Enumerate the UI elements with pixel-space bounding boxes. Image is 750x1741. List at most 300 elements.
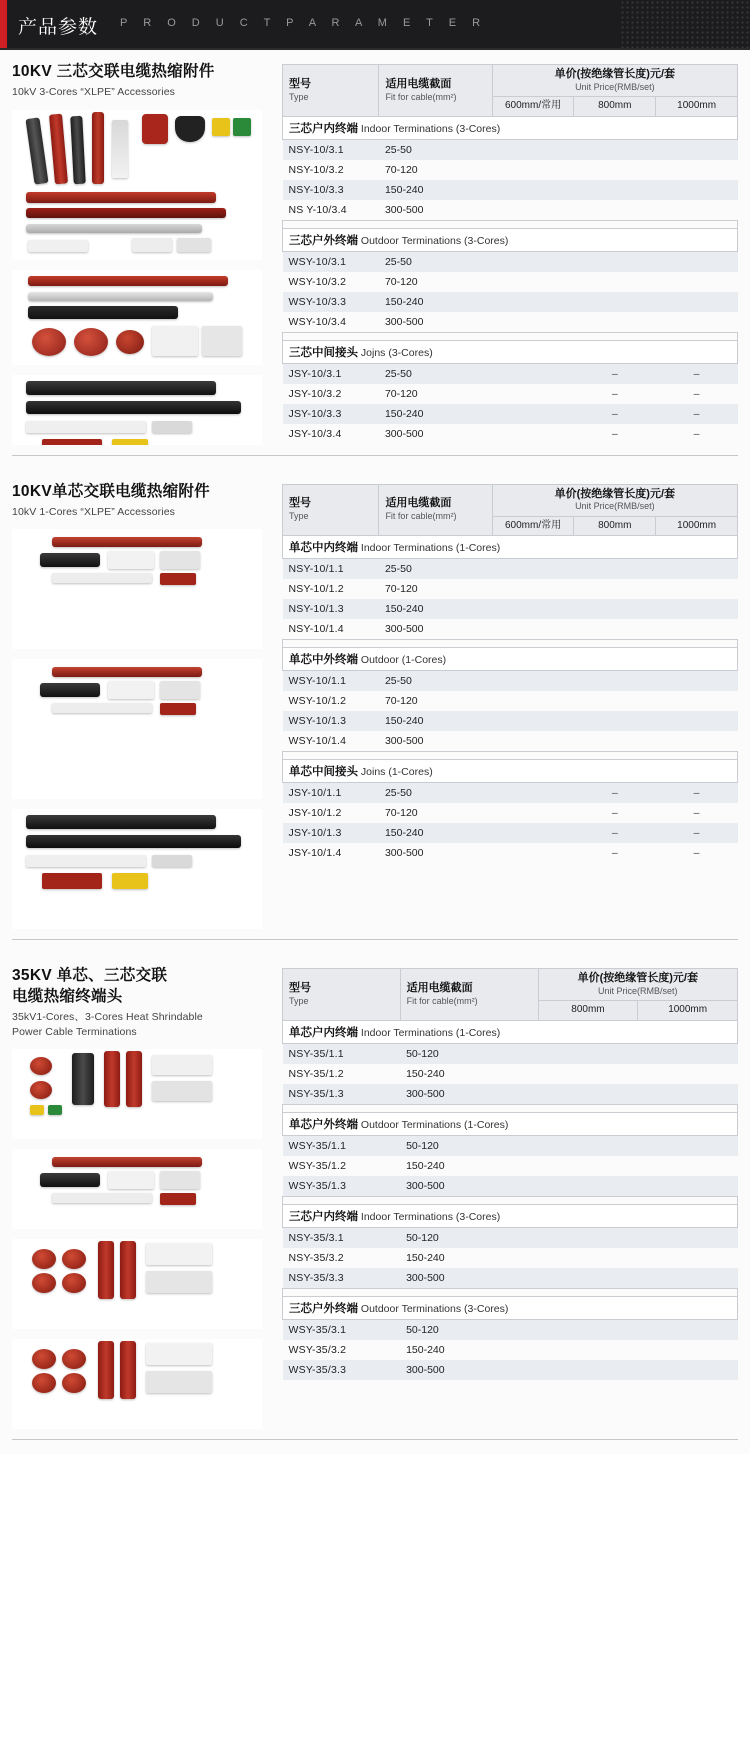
spec-table (282, 484, 738, 864)
section-title-en: 10kV 3-Cores “XLPE” Accessories (12, 85, 175, 98)
cell-type: WSY-10/1.4 (288, 735, 347, 748)
group-header-row (283, 536, 738, 559)
cell-type: NSY-35/1.2 (288, 1067, 344, 1080)
section-right-column (274, 470, 738, 864)
cell-price-2 (574, 160, 656, 180)
cell-section: 300-500 (384, 847, 424, 860)
table-row (283, 599, 738, 619)
cell-section: 70-120 (384, 163, 418, 176)
cell-price-2: – (611, 807, 618, 820)
cell-price-1 (538, 1319, 638, 1340)
group-name-cn: 三芯中间接头 (289, 346, 358, 359)
cell-price-2 (574, 180, 656, 200)
table-row (283, 691, 738, 711)
spec-table (282, 968, 738, 1380)
group-header-row (283, 116, 738, 139)
header-type: 型号 Type (283, 484, 379, 536)
red-tube (52, 667, 202, 677)
cell-type: NSY-10/1.1 (283, 559, 379, 580)
table-row (283, 312, 738, 333)
yellow-phase-marker (212, 118, 230, 136)
cell-price-2: – (611, 847, 618, 860)
table-spacer (283, 1196, 738, 1204)
table-row (283, 1084, 738, 1105)
red-cap (142, 114, 168, 144)
cell-price-1 (492, 619, 574, 640)
red-skirt (32, 1373, 56, 1393)
cell-price-2: – (611, 387, 618, 400)
table-row (283, 619, 738, 640)
group-name-en: Joins (1-Cores) (360, 766, 433, 779)
cell-type: NSY-10/3.2 (288, 163, 344, 176)
group-name-en: Indoor Terminations (1-Cores) (360, 542, 501, 555)
cell-price-2: – (574, 363, 656, 384)
accessory-bag (202, 326, 242, 356)
banner-accent-bar (0, 0, 7, 48)
table-row (283, 272, 738, 292)
table-row (283, 1340, 738, 1360)
cell-price-1 (492, 384, 574, 404)
group-name-cn: 三芯户内终端 (289, 122, 358, 135)
cell-price-2 (574, 312, 656, 333)
header-length-3: 1000mm (656, 97, 738, 117)
section-right-column (274, 50, 738, 444)
cell-section: 300-500 (384, 315, 424, 328)
header-section: 适用电缆截面 Fit for cable(mm²) (379, 65, 492, 117)
cell-type: NSY-35/3.2 (288, 1251, 344, 1264)
black-tube (40, 553, 100, 567)
cell-price-1 (492, 363, 574, 384)
section-title-cn: 10KV 三芯交联电缆热缩附件 (12, 63, 215, 80)
table-spacer (283, 640, 738, 648)
group-name-en: Indoor Terminations (1-Cores) (360, 1026, 501, 1039)
accessory-bag (152, 326, 198, 356)
table-row (283, 803, 738, 823)
group-name-cn: 三芯户外终端 (289, 234, 358, 247)
cell-type: WSY-10/1.1 (283, 671, 379, 692)
page-banner (0, 0, 750, 48)
group-name-cn: 单芯户内终端 (289, 1026, 358, 1039)
cell-price-2: – (574, 783, 656, 804)
cell-price-1 (538, 1360, 638, 1380)
table-spacer (283, 1104, 738, 1112)
cell-section: 300-500 (384, 203, 424, 216)
header-section: 适用电缆截面 Fit for cable(mm²) (400, 969, 538, 1021)
long-red-tube (28, 276, 228, 286)
table-row (283, 1248, 738, 1268)
cell-type: WSY-10/1.3 (283, 711, 379, 731)
red-tube (52, 1157, 202, 1167)
cell-price-1 (492, 251, 574, 272)
product-photo (12, 375, 262, 445)
cell-price-3 (656, 160, 738, 180)
group-header-row (283, 648, 738, 671)
table-row (283, 200, 738, 221)
cell-price-2 (574, 139, 656, 160)
product-section-2 (0, 470, 750, 930)
cell-section: 70-120 (384, 695, 418, 708)
cell-section: 70-120 (384, 583, 418, 596)
white-strip (52, 703, 152, 713)
cell-price-3 (656, 180, 738, 200)
label-card (152, 855, 192, 867)
cell-price-1 (492, 272, 574, 292)
red-tube (120, 1241, 136, 1299)
cell-type: WSY-10/3.1 (283, 251, 379, 272)
cell-price-1 (538, 1064, 638, 1084)
green-phase-marker (233, 118, 251, 136)
group-header-row (283, 340, 738, 363)
red-skirt (32, 1273, 56, 1293)
cell-price-2 (574, 251, 656, 272)
section-title-cn: 10KV单芯交联电缆热缩附件 (12, 482, 210, 500)
label-card (160, 1171, 200, 1189)
cell-price-1 (492, 823, 574, 843)
header-length-2: 800mm (574, 516, 656, 536)
red-tube (126, 1051, 142, 1107)
header-price: 单价(按绝缘管长度)元/套 Unit Price(RMB/set) (492, 65, 737, 97)
header-length-1: 600mm/常用 (492, 97, 574, 117)
cell-price-1 (538, 1135, 638, 1156)
red-skirt (30, 1081, 52, 1099)
header-price: 单价(按绝缘管长度)元/套 Unit Price(RMB/set) (538, 969, 737, 1001)
product-photo (12, 270, 262, 365)
cell-price-3 (656, 599, 738, 619)
group-header-row (283, 1296, 738, 1319)
red-skirt (116, 330, 144, 354)
cell-type: WSY-35/1.2 (288, 1159, 347, 1172)
black-bus-tube (26, 815, 216, 829)
cell-type: NSY-10/3.1 (283, 139, 379, 160)
cell-price-3: – (693, 847, 700, 860)
cell-section: 150-240 (379, 292, 492, 312)
label-card (146, 1271, 212, 1293)
cell-section: 50-120 (400, 1227, 538, 1248)
cell-price-3: – (656, 404, 738, 424)
header-length-2: 800mm (574, 97, 656, 117)
black-tube (72, 1053, 94, 1105)
yellow-marker (112, 873, 148, 889)
label-card (28, 240, 88, 252)
label-card (146, 1243, 212, 1265)
group-header-row (283, 1020, 738, 1043)
long-white-tube (26, 224, 202, 233)
cell-price-3: – (656, 363, 738, 384)
red-tube (98, 1341, 114, 1399)
cell-price-3 (656, 312, 738, 333)
table-row (283, 1064, 738, 1084)
product-photo (12, 1339, 262, 1429)
group-name-en: Outdoor Terminations (1-Cores) (360, 1118, 509, 1131)
cell-price-1 (538, 1176, 638, 1197)
cell-price-1 (538, 1227, 638, 1248)
table-row (283, 160, 738, 180)
section-title-en: 35kV1-Cores、3-Cores Heat Shrindable Power Cable Terminations (12, 1011, 203, 1038)
cell-price-3 (656, 579, 738, 599)
green-marker (48, 1105, 62, 1115)
table-row (283, 363, 738, 384)
group-name-cn: 单芯中内终端 (289, 542, 358, 555)
cell-price-1 (492, 312, 574, 333)
cell-price-2: – (574, 404, 656, 424)
cell-price-2: – (574, 823, 656, 843)
cell-type: JSY-10/3.4 (288, 427, 342, 440)
cell-price-2 (638, 1360, 738, 1380)
cell-type: WSY-10/3.2 (288, 275, 347, 288)
cell-price-3: – (693, 387, 700, 400)
cell-price-2 (638, 1156, 738, 1176)
cell-price-2 (574, 579, 656, 599)
label-card (108, 681, 154, 699)
red-tube (98, 1241, 114, 1299)
cell-type: WSY-10/3.4 (288, 315, 347, 328)
label-card (146, 1371, 212, 1393)
red-tube (120, 1341, 136, 1399)
cell-price-1 (492, 292, 574, 312)
cell-section: 150-240 (379, 180, 492, 200)
header-length-1: 800mm (538, 1001, 638, 1021)
group-name-cn: 单芯户外终端 (289, 1118, 358, 1131)
group-header-row (283, 1112, 738, 1135)
cell-type: JSY-10/3.1 (283, 363, 379, 384)
label-card (160, 681, 200, 699)
cell-price-2 (638, 1227, 738, 1248)
long-white-tube (28, 292, 213, 301)
cell-price-1 (492, 579, 574, 599)
black-glove (175, 116, 205, 142)
red-skirt (62, 1373, 86, 1393)
red-skirt (62, 1349, 86, 1369)
table-row (283, 823, 738, 843)
red-skirt (32, 1249, 56, 1269)
header-length-2: 1000mm (638, 1001, 738, 1021)
cell-type: JSY-10/3.3 (283, 404, 379, 424)
red-block (42, 873, 102, 889)
white-strip (52, 1193, 152, 1203)
cell-type: NSY-35/3.3 (283, 1268, 401, 1289)
cell-price-2 (574, 559, 656, 580)
cell-type: WSY-10/3.3 (283, 292, 379, 312)
table-row (283, 1360, 738, 1380)
cell-section: 70-120 (384, 807, 418, 820)
product-photo (12, 659, 262, 799)
cell-type: NSY-10/1.3 (283, 599, 379, 619)
white-strip (52, 573, 152, 583)
cell-section: 150-240 (379, 599, 492, 619)
cell-price-2 (574, 292, 656, 312)
label-card (152, 1081, 212, 1101)
table-row (283, 579, 738, 599)
cell-type: JSY-10/1.4 (288, 847, 342, 860)
table-row (283, 1156, 738, 1176)
cell-price-3 (656, 251, 738, 272)
cell-price-1 (538, 1248, 638, 1268)
cell-section: 300-500 (384, 427, 424, 440)
cell-price-1 (492, 559, 574, 580)
table-row (283, 180, 738, 200)
red-tube (104, 1051, 120, 1107)
white-strip (26, 421, 146, 433)
long-red-tube (26, 192, 216, 203)
cell-section: 150-240 (406, 1343, 445, 1356)
cell-price-1 (492, 424, 574, 444)
group-name-en: Outdoor Terminations (3-Cores) (360, 234, 509, 247)
cell-price-3 (656, 671, 738, 692)
label-card (146, 1343, 212, 1365)
cell-type: NSY-35/3.1 (283, 1227, 401, 1248)
banner-title-cn: 产品参数 (18, 17, 99, 38)
cell-section: 70-120 (384, 387, 418, 400)
table-spacer (283, 332, 738, 340)
cell-section: 25-50 (379, 559, 492, 580)
spec-table (282, 64, 738, 444)
red-block (160, 703, 196, 715)
section-left-column (12, 470, 274, 930)
cell-section: 50-120 (400, 1043, 538, 1064)
cell-price-2 (574, 619, 656, 640)
cell-type: NSY-10/1.2 (288, 583, 344, 596)
header-price: 单价(按绝缘管长度)元/套 Unit Price(RMB/set) (492, 484, 737, 516)
cell-price-1 (492, 731, 574, 752)
cell-section: 70-120 (384, 275, 418, 288)
cell-section: 25-50 (379, 139, 492, 160)
label-card (108, 551, 154, 569)
cell-section: 25-50 (379, 363, 492, 384)
cell-price-1 (538, 1156, 638, 1176)
cell-type: NSY-35/1.3 (283, 1084, 401, 1105)
group-name-cn: 三芯户外终端 (289, 1302, 358, 1315)
cell-price-2 (638, 1176, 738, 1197)
banner-dot-pattern (620, 0, 750, 48)
red-tube (49, 113, 68, 184)
red-block (160, 1193, 196, 1205)
cell-price-3 (656, 292, 738, 312)
cell-price-1 (492, 200, 574, 221)
group-name-en: Jojns (3-Cores) (360, 346, 433, 359)
cell-section: 150-240 (406, 1067, 445, 1080)
cell-price-2 (574, 272, 656, 292)
group-name-en: Outdoor Terminations (3-Cores) (360, 1302, 509, 1315)
cell-type: NSY-10/1.4 (288, 623, 344, 636)
group-name-en: Outdoor (1-Cores) (360, 654, 447, 667)
cell-price-1 (492, 691, 574, 711)
cell-type: JSY-10/3.2 (288, 387, 342, 400)
white-insulator (112, 120, 128, 178)
cell-price-2 (574, 691, 656, 711)
cell-price-1 (492, 803, 574, 823)
product-photo (12, 809, 262, 929)
table-row (283, 731, 738, 752)
cell-price-2 (574, 671, 656, 692)
black-tube (40, 1173, 100, 1187)
cell-type: WSY-35/3.2 (288, 1343, 347, 1356)
product-photo (12, 110, 262, 260)
table-row (283, 1268, 738, 1289)
cell-section: 25-50 (379, 671, 492, 692)
product-photo (12, 1049, 262, 1139)
cell-price-1 (492, 843, 574, 863)
cell-section: 300-500 (400, 1084, 538, 1105)
yellow-marker (112, 439, 148, 445)
cell-price-2 (638, 1043, 738, 1064)
black-tube (40, 683, 100, 697)
cell-price-2 (638, 1340, 738, 1360)
cell-type: JSY-10/1.1 (283, 783, 379, 804)
cell-price-1 (538, 1268, 638, 1289)
group-header-row (283, 760, 738, 783)
table-row (283, 251, 738, 272)
black-bus-tube (26, 381, 216, 395)
table-row (283, 1319, 738, 1340)
cell-section: 150-240 (406, 1251, 445, 1264)
long-dark-red-tube (26, 208, 226, 218)
cell-price-2 (638, 1268, 738, 1289)
cell-price-3: – (693, 427, 700, 440)
product-section-3 (0, 954, 750, 1429)
header-type: 型号 Type (283, 65, 379, 117)
group-name-cn: 单芯中间接头 (289, 766, 358, 779)
cell-price-2 (638, 1248, 738, 1268)
header-length-3: 1000mm (656, 516, 738, 536)
label-card (132, 238, 172, 252)
cell-price-3: – (656, 823, 738, 843)
label-card (108, 1171, 154, 1189)
red-block (160, 573, 196, 585)
cell-price-1 (538, 1043, 638, 1064)
banner-title-en: P R O D U C T P A R A M E T E R (120, 17, 487, 29)
cell-type: NSY-35/1.1 (283, 1043, 401, 1064)
table-row (283, 559, 738, 580)
cell-price-3 (656, 691, 738, 711)
cell-price-1 (492, 711, 574, 731)
red-skirt (62, 1273, 86, 1293)
red-skirt (32, 328, 66, 356)
heat-shrink-tube (25, 117, 48, 184)
long-black-tube (28, 306, 178, 319)
header-type: 型号 Type (283, 969, 401, 1021)
group-name-en: Indoor Terminations (3-Cores) (360, 1210, 501, 1223)
cell-price-3 (656, 619, 738, 640)
cell-price-1 (492, 180, 574, 200)
header-length-1: 600mm/常用 (492, 516, 574, 536)
cell-price-3 (656, 272, 738, 292)
table-row (283, 1043, 738, 1064)
table-row (283, 671, 738, 692)
sections-host (0, 50, 750, 1454)
red-block (42, 439, 102, 445)
product-photo (12, 1239, 262, 1329)
label-card (152, 421, 192, 433)
cell-type: JSY-10/1.3 (283, 823, 379, 843)
cell-price-2 (574, 599, 656, 619)
section-title-cn: 35KV 单芯、三芯交联 电缆热缩终端头 (12, 967, 168, 1006)
cell-price-3 (656, 731, 738, 752)
cell-price-1 (538, 1340, 638, 1360)
table-row (283, 711, 738, 731)
black-bus-tube (26, 835, 241, 848)
cell-type: WSY-35/1.1 (283, 1135, 401, 1156)
group-name-en: Indoor Terminations (3-Cores) (360, 122, 501, 135)
product-photo (12, 529, 262, 649)
red-skirt (62, 1249, 86, 1269)
table-row (283, 139, 738, 160)
cell-price-2 (574, 200, 656, 221)
cell-price-2 (638, 1064, 738, 1084)
table-row (283, 1227, 738, 1248)
red-tube (52, 537, 202, 547)
section-title-en: 10kV 1-Cores “XLPE” Accessories (12, 505, 175, 518)
cell-type: WSY-35/3.3 (283, 1360, 401, 1380)
